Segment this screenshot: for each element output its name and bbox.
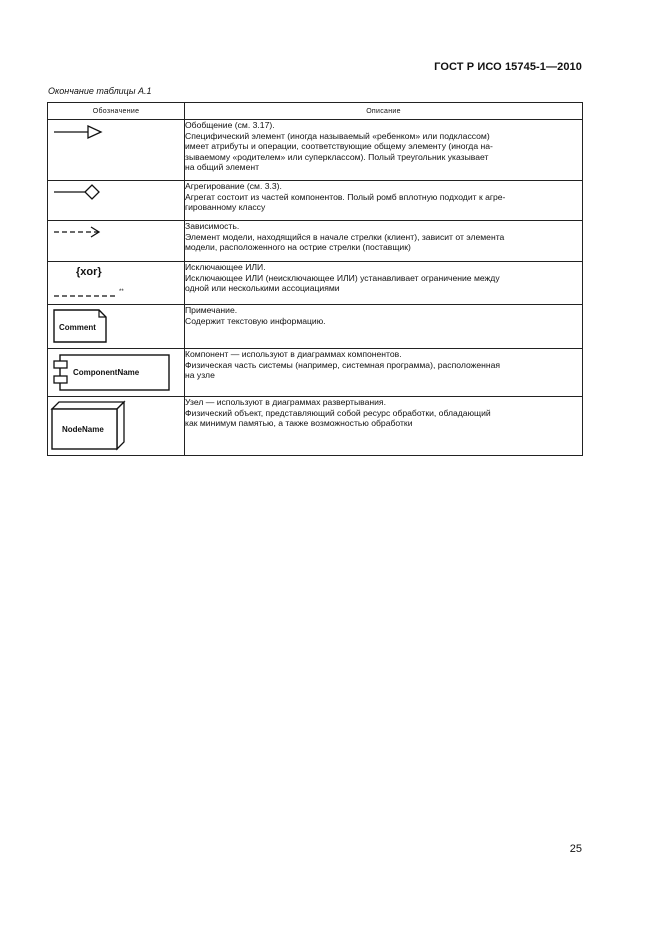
svg-text:**: ** (119, 289, 124, 295)
table-row (48, 349, 583, 397)
symbol-cell (48, 221, 185, 262)
table-row (48, 120, 583, 181)
description-line: Обобщение (см. 3.17). (185, 120, 275, 130)
description-line: на общий элемент (185, 162, 260, 173)
symbol-cell (48, 262, 185, 305)
description-cell (185, 262, 583, 305)
table-row (48, 221, 583, 262)
xor-label: {xor} (76, 266, 102, 278)
comment-note-icon (48, 305, 185, 348)
component-label: ComponentName (73, 368, 140, 377)
symbols-table (47, 102, 583, 456)
description-line: Исключающее ИЛИ. (185, 262, 266, 272)
description-cell (185, 181, 583, 221)
description-line: Физическая часть системы (например, системная программа), расположенная (185, 359, 501, 370)
symbol-cell (48, 349, 185, 397)
description-line: зываемому «родителем» или суперклассом). Полый треугольник указывает (185, 151, 489, 162)
node-label: NodeName (62, 425, 104, 434)
header-symbol: Обозначение (48, 103, 185, 120)
description-cell (185, 120, 583, 181)
table-row (48, 305, 583, 349)
component-box-icon (48, 349, 185, 396)
description-line: на узле (185, 370, 215, 381)
symbol-cell (48, 305, 185, 349)
description-line: Агрегат состоит из частей компонентов. Полый ромб вплотную подходит к агре- (185, 191, 506, 202)
description-line: Зависимость. (185, 221, 240, 231)
header-description: Описание (185, 103, 583, 120)
description-cell (185, 305, 583, 349)
node-cube-icon (48, 397, 185, 455)
description-line: одной или несколькими ассоциациями (185, 283, 340, 294)
description-line: гированному классу (185, 202, 266, 213)
description-line: Специфический элемент (иногда называемый «ребенком» или подклассом) (185, 130, 490, 141)
description-cell (185, 349, 583, 397)
table-row (48, 181, 583, 221)
symbol-cell (48, 181, 185, 221)
description-line: Физический объект, представляющий собой ресурс обработки, обладающий (185, 407, 491, 418)
table-caption: Окончание таблицы А.1 (48, 86, 152, 96)
symbol-cell (48, 120, 185, 181)
description-line: имеет атрибуты и операции, соответствующие общему элементу (иногда на- (185, 141, 493, 152)
page-number: 25 (569, 843, 582, 855)
description-cell (185, 397, 583, 456)
description-line: Компонент — используют в диаграммах компонентов. (185, 349, 402, 359)
description-line: Агрегирование (см. 3.3). (185, 181, 282, 191)
description-line: модели, расположенного на острие стрелки (поставщик) (185, 242, 411, 253)
document-id: ГОСТ Р ИСО 15745-1—2010 (434, 61, 582, 73)
description-line: Исключающее ИЛИ (неисключающее ИЛИ) устанавливает ограничение между (185, 272, 500, 283)
table-row (48, 397, 583, 456)
aggregation-diamond-icon (48, 181, 185, 220)
table-header-row (48, 103, 583, 120)
description-cell (185, 221, 583, 262)
symbol-cell (48, 397, 185, 456)
description-line: Содержит текстовую информацию. (185, 315, 326, 326)
description-line: Элемент модели, находящийся в начале стрелки (клиент), зависит от элемента (185, 231, 505, 242)
description-line: Узел — используют в диаграммах развертывания. (185, 397, 386, 407)
xor-constraint-icon (48, 262, 185, 304)
description-line: как минимум памятью, а также возможностью обработки (185, 418, 413, 429)
dependency-arrow-icon (48, 221, 185, 261)
comment-label: Comment (59, 323, 96, 332)
description-line: Примечание. (185, 305, 238, 315)
generalization-arrow-icon (48, 120, 185, 180)
table-row (48, 262, 583, 305)
